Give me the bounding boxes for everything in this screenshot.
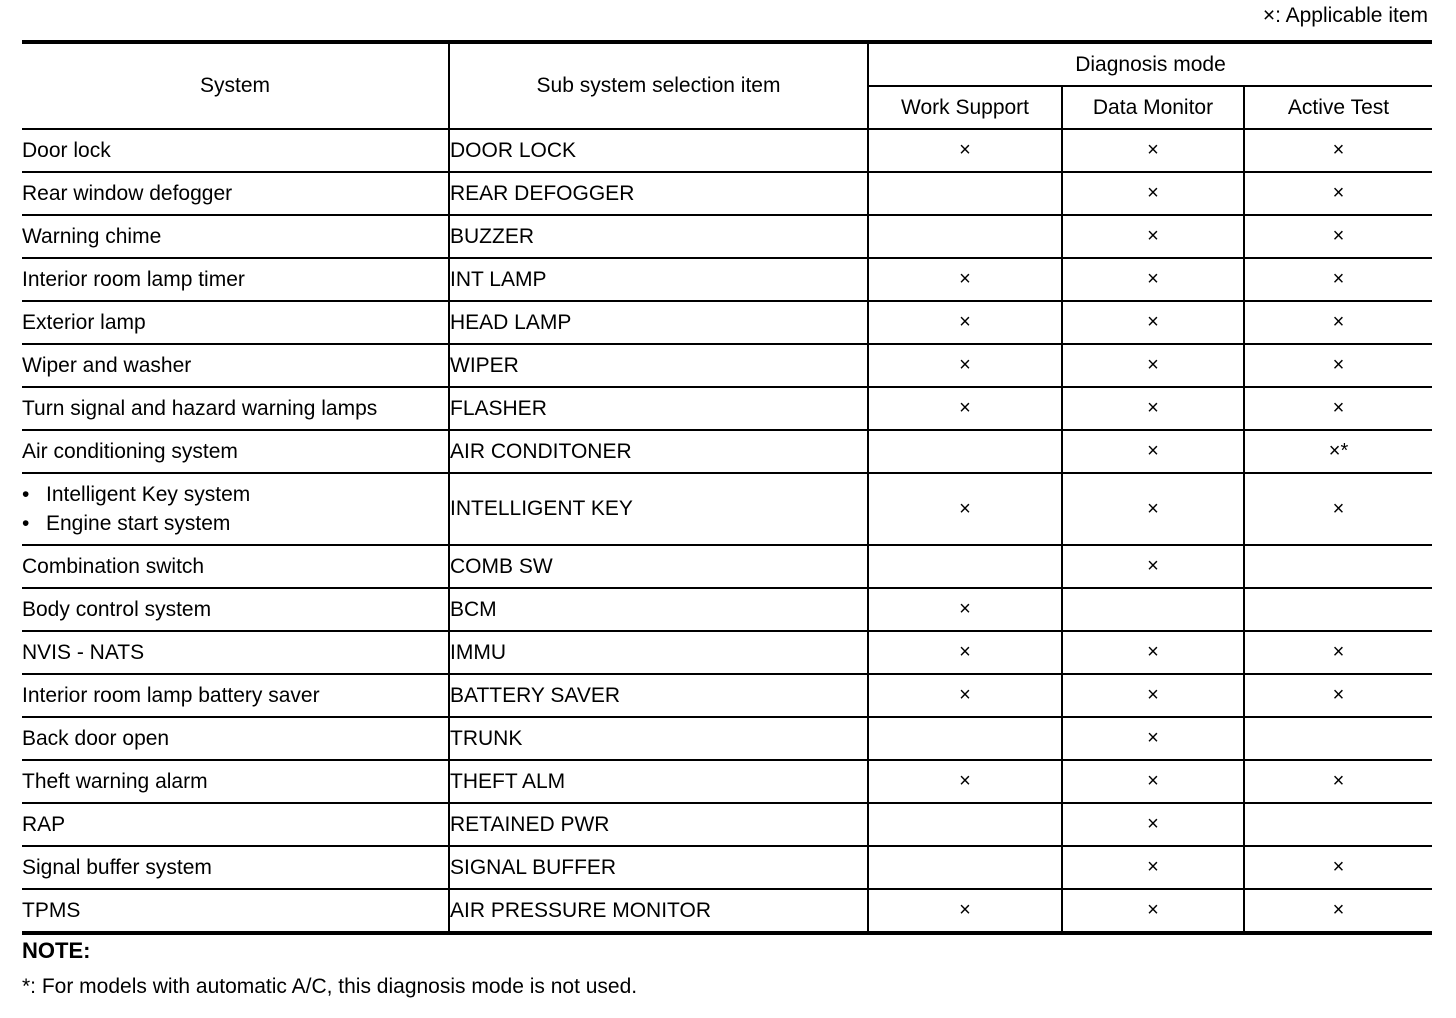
sub-system-cell: BCM xyxy=(449,588,868,631)
work-support-mark: × xyxy=(868,889,1062,933)
system-bullet-item: • Engine start system xyxy=(22,509,448,538)
note-text: *: For models with automatic A/C, this diagnosis mode is not used. xyxy=(22,975,638,998)
data-monitor-mark: × xyxy=(1062,889,1244,933)
table-row xyxy=(22,129,1432,172)
active-test-mark: × xyxy=(1244,387,1432,430)
data-monitor-mark: × xyxy=(1062,387,1244,430)
work-support-mark xyxy=(868,215,1062,258)
system-bullet-item: • Intelligent Key system xyxy=(22,480,448,509)
data-monitor-mark: × xyxy=(1062,172,1244,215)
table-row xyxy=(22,631,1432,674)
applicable-item-legend: ×: Applicable item xyxy=(1262,4,1428,27)
active-test-mark xyxy=(1244,588,1432,631)
active-test-mark xyxy=(1244,803,1432,846)
system-cell: Rear window defogger xyxy=(22,172,449,215)
active-test-mark xyxy=(1244,717,1432,760)
sub-system-cell: TRUNK xyxy=(449,717,868,760)
system-cell: Back door open xyxy=(22,717,449,760)
active-test-mark: × xyxy=(1244,215,1432,258)
work-support-mark: × xyxy=(868,301,1062,344)
header-data-monitor: Data Monitor xyxy=(1062,86,1244,129)
sub-system-cell: WIPER xyxy=(449,344,868,387)
header-work-support: Work Support xyxy=(868,86,1062,129)
work-support-mark: × xyxy=(868,760,1062,803)
active-test-mark xyxy=(1244,545,1432,588)
work-support-mark xyxy=(868,172,1062,215)
active-test-mark: × xyxy=(1244,631,1432,674)
system-cell: TPMS xyxy=(22,889,449,933)
data-monitor-mark: × xyxy=(1062,674,1244,717)
work-support-mark: × xyxy=(868,631,1062,674)
system-cell: Interior room lamp battery saver xyxy=(22,674,449,717)
active-test-mark: × xyxy=(1244,258,1432,301)
table-row xyxy=(22,473,1432,545)
work-support-mark: × xyxy=(868,258,1062,301)
sub-system-cell: BUZZER xyxy=(449,215,868,258)
sub-system-cell: COMB SW xyxy=(449,545,868,588)
data-monitor-mark: × xyxy=(1062,344,1244,387)
system-cell: Body control system xyxy=(22,588,449,631)
table-row xyxy=(22,545,1432,588)
data-monitor-mark: × xyxy=(1062,258,1244,301)
sub-system-cell: RETAINED PWR xyxy=(449,803,868,846)
data-monitor-mark xyxy=(1062,588,1244,631)
table-row xyxy=(22,387,1432,430)
table-row xyxy=(22,717,1432,760)
data-monitor-mark: × xyxy=(1062,760,1244,803)
system-cell xyxy=(22,473,449,545)
sub-system-cell: AIR PRESSURE MONITOR xyxy=(449,889,868,933)
active-test-mark: × xyxy=(1244,889,1432,933)
active-test-mark: × xyxy=(1244,344,1432,387)
data-monitor-mark: × xyxy=(1062,430,1244,473)
table-body xyxy=(22,129,1432,933)
work-support-mark xyxy=(868,430,1062,473)
table-row xyxy=(22,803,1432,846)
sub-system-cell: FLASHER xyxy=(449,387,868,430)
table-row xyxy=(22,301,1432,344)
data-monitor-mark: × xyxy=(1062,215,1244,258)
data-monitor-mark: × xyxy=(1062,717,1244,760)
work-support-mark xyxy=(868,846,1062,889)
system-cell: Theft warning alarm xyxy=(22,760,449,803)
system-cell: NVIS - NATS xyxy=(22,631,449,674)
active-test-mark: × xyxy=(1244,129,1432,172)
data-monitor-mark: × xyxy=(1062,803,1244,846)
note-title: NOTE: xyxy=(22,938,91,963)
system-cell: Wiper and washer xyxy=(22,344,449,387)
header-sub-system: Sub system selection item xyxy=(449,42,868,129)
system-cell: Exterior lamp xyxy=(22,301,449,344)
sub-system-cell: INT LAMP xyxy=(449,258,868,301)
work-support-mark xyxy=(868,803,1062,846)
header-diagnosis-mode: Diagnosis mode xyxy=(868,42,1432,86)
table-row xyxy=(22,215,1432,258)
table-row xyxy=(22,172,1432,215)
diagnosis-mode-table xyxy=(22,40,1432,935)
table-row xyxy=(22,889,1432,933)
system-cell: Warning chime xyxy=(22,215,449,258)
table-row xyxy=(22,430,1432,473)
header-active-test: Active Test xyxy=(1244,86,1432,129)
table-row xyxy=(22,846,1432,889)
sub-system-cell: INTELLIGENT KEY xyxy=(449,473,868,545)
data-monitor-mark: × xyxy=(1062,129,1244,172)
table-row xyxy=(22,760,1432,803)
active-test-mark: × xyxy=(1244,760,1432,803)
work-support-mark xyxy=(868,545,1062,588)
active-test-mark: × xyxy=(1244,846,1432,889)
table-row xyxy=(22,258,1432,301)
table-row xyxy=(22,588,1432,631)
header-system: System xyxy=(22,42,449,129)
work-support-mark xyxy=(868,717,1062,760)
active-test-mark: × xyxy=(1244,473,1432,545)
table-header xyxy=(22,42,1432,129)
work-support-mark: × xyxy=(868,674,1062,717)
system-cell: Air conditioning system xyxy=(22,430,449,473)
system-cell: Door lock xyxy=(22,129,449,172)
data-monitor-mark: × xyxy=(1062,846,1244,889)
table-row xyxy=(22,344,1432,387)
data-monitor-mark: × xyxy=(1062,545,1244,588)
work-support-mark: × xyxy=(868,588,1062,631)
work-support-mark: × xyxy=(868,473,1062,545)
sub-system-cell: SIGNAL BUFFER xyxy=(449,846,868,889)
active-test-mark: ×* xyxy=(1244,430,1432,473)
active-test-mark: × xyxy=(1244,172,1432,215)
system-cell: Combination switch xyxy=(22,545,449,588)
work-support-mark: × xyxy=(868,344,1062,387)
sub-system-cell: BATTERY SAVER xyxy=(449,674,868,717)
sub-system-cell: AIR CONDITONER xyxy=(449,430,868,473)
sub-system-cell: HEAD LAMP xyxy=(449,301,868,344)
data-monitor-mark: × xyxy=(1062,301,1244,344)
system-cell: Signal buffer system xyxy=(22,846,449,889)
data-monitor-mark: × xyxy=(1062,631,1244,674)
table-row xyxy=(22,674,1432,717)
active-test-mark: × xyxy=(1244,674,1432,717)
sub-system-cell: IMMU xyxy=(449,631,868,674)
data-monitor-mark: × xyxy=(1062,473,1244,545)
active-test-mark: × xyxy=(1244,301,1432,344)
system-cell: Interior room lamp timer xyxy=(22,258,449,301)
system-bullet-list xyxy=(22,480,448,538)
system-cell: Turn signal and hazard warning lamps xyxy=(22,387,449,430)
work-support-mark: × xyxy=(868,387,1062,430)
work-support-mark: × xyxy=(868,129,1062,172)
system-cell: RAP xyxy=(22,803,449,846)
sub-system-cell: DOOR LOCK xyxy=(449,129,868,172)
sub-system-cell: THEFT ALM xyxy=(449,760,868,803)
sub-system-cell: REAR DEFOGGER xyxy=(449,172,868,215)
